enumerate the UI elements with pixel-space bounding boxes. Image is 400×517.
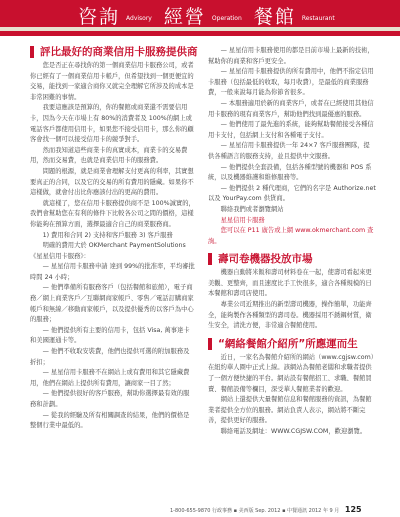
left-paragraph: — 星星信用卡服務申請 達到 99%的批准率，平均審批時間 24 小時； bbox=[30, 263, 195, 281]
left-paragraph: 就這樣了，您在信用卡服務提供商不是 100%誠實的，我們會幫助您在有利的條件下比較各公司之間的價格，這樣你能夠在預算方面，選擇最適合自己的商業服務商。 bbox=[30, 199, 195, 228]
article-title-credit-card: 評比最好的商業信用卡服務提供商 bbox=[30, 46, 195, 58]
left-paragraph: 然而我知道這些商業卡的真實成本，商業卡的交易費用，然而交易費，也就是商業信用卡的服務費。 bbox=[30, 146, 188, 165]
header-en-1: Advisory bbox=[126, 14, 152, 22]
page-number: 125 bbox=[344, 505, 362, 514]
header-cn-3: 餐館 bbox=[253, 6, 296, 28]
header-cn-2: 經營 bbox=[163, 6, 206, 28]
header-en-3: Restaurant bbox=[301, 14, 335, 22]
right-paragraph: — 星星信用卡服務提供的所有費用中，他們不指定信用卡服務（包括最低的收取，每月收費），是最低的商業服務費，一般來說每月能為你節省很多。 bbox=[208, 68, 374, 97]
left-paragraph: — 他們提供很好的客戶服務，幫助你選擇最有效的服務和計劃。 bbox=[30, 390, 190, 408]
right-paragraph: — 他們提供全套設備，包括各種型號的機器和 POS 系統，以及機器維護和維修服務等。 bbox=[208, 163, 372, 182]
left-paragraph: 問題的根源，就是商業會理解支付更高的利率，其實想要真正的合同，以及它的交易的所有費用的隱藏。如果你不這樣做，就會付出比你應該付出的更高的費用。 bbox=[30, 167, 194, 197]
left-paragraph: 我要這應該是預算的，你的餐館或商業還不需要信用卡，因為今天在市場上有 80%的消費者及 100%的網上或電話客戶都使用信用卡，如果您不接受信用卡，那么你的顧客會找一個可以接受信用卡的競爭對手。 bbox=[30, 104, 194, 144]
header-title bbox=[78, 2, 339, 29]
right-paragraph: 近日，一家名為餐館介紹所的網站（www.cgjsw.com）在紐約華人圈中正式上線。該網站為餐館老闆和求職者提供了一個方便快捷的平台。網站設有餐館招工、求職、餐館買賣、餐館設備等欄目，深受華人餐館業者的歡迎。 bbox=[208, 353, 374, 393]
right-paragraph: — 星星信用卡服務使用的都是目前市場上最新的技術，幫助你的商業和客戶更安全。 bbox=[208, 47, 374, 65]
right-column bbox=[208, 46, 376, 438]
right-paragraph: — 星星信用卡服務提供一年 24×7 客戶服務團隊，提供各種語言的服務支持，並且提供中文服務。 bbox=[208, 142, 370, 160]
article-title-sushi: 壽司卷機器投放市場 bbox=[208, 253, 376, 265]
right-paragraph: — 他們使用了最先進的系統，能夠幫助餐館接受各種信用卡支付，包括網上支付和各種電子支付。 bbox=[208, 121, 374, 139]
right-paragraph: 專業公司近期推出的新型壽司機器，操作簡單，功能齊全，能夠製作各種類型的壽司卷。機器採用不銹鋼材質，衛生安全，清洗方便，非常適合餐館使用。 bbox=[208, 301, 372, 330]
right-paragraph: — 本服務適用於新的商業客戶，或者在已經使用其他信用卡服務的現有商業客戶，幫助他們找到最優惠的服務。 bbox=[208, 99, 374, 118]
page-header bbox=[0, 0, 400, 36]
header-en-2: Operation bbox=[211, 14, 242, 22]
right-paragraph: 聯絡電話及網址：WWW.CGJSW.COM，歡迎瀏覽。 bbox=[220, 428, 367, 435]
hotline-label: 聯絡我們或者瀏覽網站 bbox=[220, 205, 284, 213]
header-cn-1: 咨詢 bbox=[78, 6, 121, 28]
left-paragraph: 1) 費用和合同 2) 支持和客戶服務 3) 客戶服務 bbox=[42, 231, 173, 239]
website-link[interactable]: 您可以在 P11 廣告或上網 www.okmerchant.com 查詢。 bbox=[208, 227, 374, 245]
left-paragraph: — 星星信用卡服務不在網站上或有費用和其它隱藏費用，他們在網站上提供所有費用，讓商家一目了然； bbox=[30, 369, 190, 387]
right-paragraph: 機器自動將米飯和壽司材料卷在一起，使壽司看起來更美觀、更整齊，而且速度比手工快很多，適合各種規模的日本餐館和壽司店使用。 bbox=[208, 269, 372, 298]
left-paragraph: — 他們準備所有服務客戶（包括餐館和旅館），電子商務／網上商業客戶／互聯網商家帳戶、零售／電話訂購商家帳戶和無線／移動商家帳戶，以及提供優秀的以客戶為中心的服務； bbox=[30, 284, 194, 324]
left-paragraph: — 他們提供所有主要的信用卡，包括 Visa, 萬事達卡和美國運通卡等。 bbox=[30, 326, 190, 345]
right-paragraph: — 他們提供 2 種代理商，它們的名字是 Authorize.net 以及 YourPay.com 供貨商。 bbox=[208, 184, 376, 203]
credit-card-service-link[interactable]: 星星信用卡服務 bbox=[220, 216, 265, 224]
footer-text: 1-800-655-9870 行政事務 ▪ 美西版 Sep. 2012 ▪ 中餐通訊 2012 年 9 月 bbox=[170, 508, 340, 514]
left-paragraph: — 從我的經驗及所有相關調查的結果，他們的價格是整個行業中最低的。 bbox=[30, 411, 190, 430]
article-title-network: “網絡餐館介紹所”所應運而生 bbox=[208, 338, 376, 350]
page-footer bbox=[170, 505, 362, 514]
left-paragraph: 明確的費用大於 OKMerchant PaymentSolutions《星星信用卡服務》： bbox=[30, 242, 186, 260]
left-paragraph: — 他們不收取安裝費，他們也提供可選的附加服務及折扣； bbox=[30, 348, 190, 366]
left-paragraph: 您是否正在尋找你的第一個商業信用卡服務公司，或者你已經有了一個商業信用卡帳戶，但希望找到一個更便宜的交易，能找到一家適合商你又就完全理解它所涉及的成本是非常困難的事情。 bbox=[30, 62, 194, 101]
left-column bbox=[30, 46, 198, 432]
right-paragraph: 網站上還提供大量餐館信息和餐館服務的資訊，為餐館業者提供全方位的服務。網站負責人表示，網站將不斷完善，提供更好的服務。 bbox=[208, 396, 372, 425]
